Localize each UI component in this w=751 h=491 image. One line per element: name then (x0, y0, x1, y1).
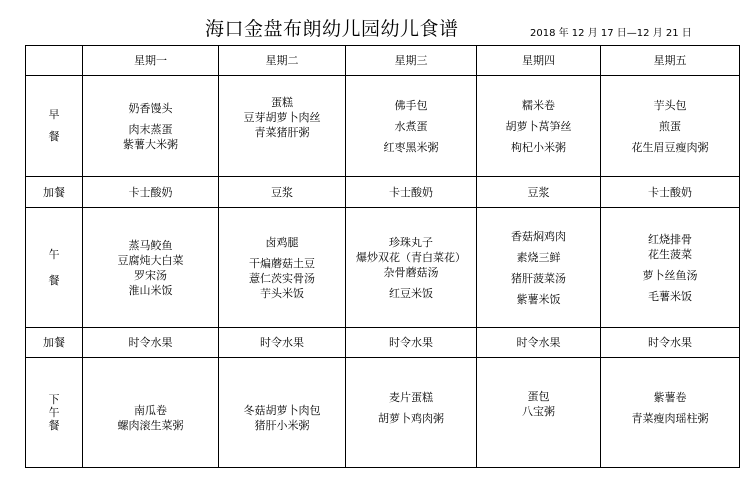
menu-cell (477, 208, 601, 328)
menu-cell: 时令水果 (219, 328, 346, 358)
menu-cell (219, 76, 346, 177)
menu-table (25, 45, 740, 468)
page-title: 海口金盘布朗幼儿园幼儿食谱 (205, 18, 459, 40)
meal-label-char: 午 (48, 247, 60, 261)
dish: 南瓜卷 (134, 403, 167, 417)
meal-label-lunch (26, 208, 83, 328)
meal-label-char: 下 (48, 392, 60, 406)
menu-cell: 卡士酸奶 (346, 177, 477, 208)
dish: 豆芽胡萝卜肉丝 (243, 110, 321, 124)
meal-label-afternoon (26, 358, 83, 468)
corner-cell (26, 46, 83, 76)
menu-cell: 时令水果 (83, 328, 219, 358)
menu-cell (346, 208, 477, 328)
dish: 胡萝卜莴笋丝 (505, 119, 572, 133)
dish: 煎蛋 (659, 119, 681, 133)
dish: 毛薯米饭 (648, 289, 692, 303)
meal-label-snack: 加餐 (26, 177, 83, 208)
menu-cell (477, 76, 601, 177)
menu-cell: 卡士酸奶 (83, 177, 219, 208)
dish: 水煮蛋 (394, 119, 428, 133)
dish: 珍珠丸子 (389, 235, 433, 249)
dish: 枸杞小米粥 (511, 140, 566, 154)
menu-cell (83, 76, 219, 177)
menu-cell: 时令水果 (346, 328, 477, 358)
dish: 青菜瘦肉瑶柱粥 (631, 411, 709, 425)
dish: 肉末蒸蛋 (128, 122, 173, 136)
menu-cell (346, 76, 477, 177)
menu-cell (219, 358, 346, 468)
dish: 红枣黑米粥 (383, 140, 439, 154)
menu-cell: 时令水果 (601, 328, 740, 358)
dish: 香菇焖鸡肉 (511, 229, 566, 243)
dish: 冬菇胡萝卜肉包 (243, 403, 321, 417)
dish: 薏仁茨实骨汤 (249, 271, 315, 285)
menu-cell: 卡士酸奶 (601, 177, 740, 208)
afternoon-row (26, 358, 740, 468)
dish: 麦片蛋糕 (389, 390, 433, 404)
dish: 紫薯卷 (653, 390, 687, 404)
snack-row (26, 328, 740, 358)
menu-cell (601, 358, 740, 468)
day-header: 星期三 (346, 46, 477, 76)
menu-cell: 豆浆 (219, 177, 346, 208)
menu-cell: 时令水果 (477, 328, 601, 358)
menu-cell (83, 208, 219, 328)
meal-label-breakfast (26, 76, 83, 177)
dish: 萝卜丝鱼汤 (642, 268, 698, 282)
day-header: 星期四 (477, 46, 601, 76)
dish: 猪肝小米粥 (254, 418, 310, 432)
meal-label-char: 餐 (48, 418, 60, 432)
menu-cell (601, 208, 740, 328)
dish: 爆炒双花（青白菜花） (356, 250, 466, 264)
dish: 淮山米饭 (128, 283, 173, 297)
snack-row (26, 177, 740, 208)
menu-cell (219, 208, 346, 328)
menu-cell (83, 358, 219, 468)
dish: 干煸蘑菇土豆 (249, 256, 315, 270)
header-row (26, 46, 740, 76)
dish: 螺肉滚生菜粥 (117, 418, 184, 432)
dish: 红烧排骨 (648, 232, 692, 246)
dish: 花生眉豆瘦肉粥 (631, 140, 709, 154)
meal-label-char: 早 (48, 108, 60, 121)
menu-cell: 豆浆 (477, 177, 601, 208)
dish: 花生菠菜 (648, 247, 692, 261)
dish: 奶香馒头 (128, 101, 173, 115)
dish: 紫薯米饭 (516, 292, 561, 306)
dish: 猪肝菠菜汤 (511, 271, 566, 285)
dish: 卤鸡腿 (265, 235, 299, 249)
breakfast-row (26, 76, 740, 177)
dish: 芋头米饭 (260, 286, 304, 300)
dish: 红豆米饭 (389, 286, 433, 300)
meal-label-char: 午 (48, 405, 60, 419)
dish: 蛋糕 (271, 95, 293, 109)
dish: 胡萝卜鸡肉粥 (378, 411, 444, 425)
dish: 蛋包 (527, 389, 550, 403)
lunch-row (26, 208, 740, 328)
dish: 芋头包 (653, 98, 687, 112)
day-header: 星期一 (83, 46, 219, 76)
meal-label-char: 餐 (48, 130, 60, 143)
dish: 青菜猪肝粥 (254, 125, 310, 139)
dish: 八宝粥 (522, 404, 555, 418)
dish: 素烧三鲜 (516, 250, 561, 264)
day-header: 星期二 (219, 46, 346, 76)
meal-label-snack: 加餐 (26, 328, 83, 358)
date-range: 2018 年 12 月 17 日—12 月 21 日 (530, 28, 692, 39)
dish: 佛手包 (394, 98, 428, 112)
dish: 罗宋汤 (134, 268, 167, 282)
menu-cell (477, 358, 601, 468)
menu-cell (601, 76, 740, 177)
dish: 蒸马鲛鱼 (128, 238, 173, 252)
dish: 杂骨蘑菇汤 (383, 265, 439, 279)
day-header: 星期五 (601, 46, 740, 76)
dish: 豆腐炖大白菜 (117, 253, 184, 267)
menu-cell (346, 358, 477, 468)
dish: 糯米卷 (522, 98, 555, 112)
dish: 紫薯大米粥 (123, 137, 178, 151)
meal-label-char: 餐 (48, 273, 60, 287)
